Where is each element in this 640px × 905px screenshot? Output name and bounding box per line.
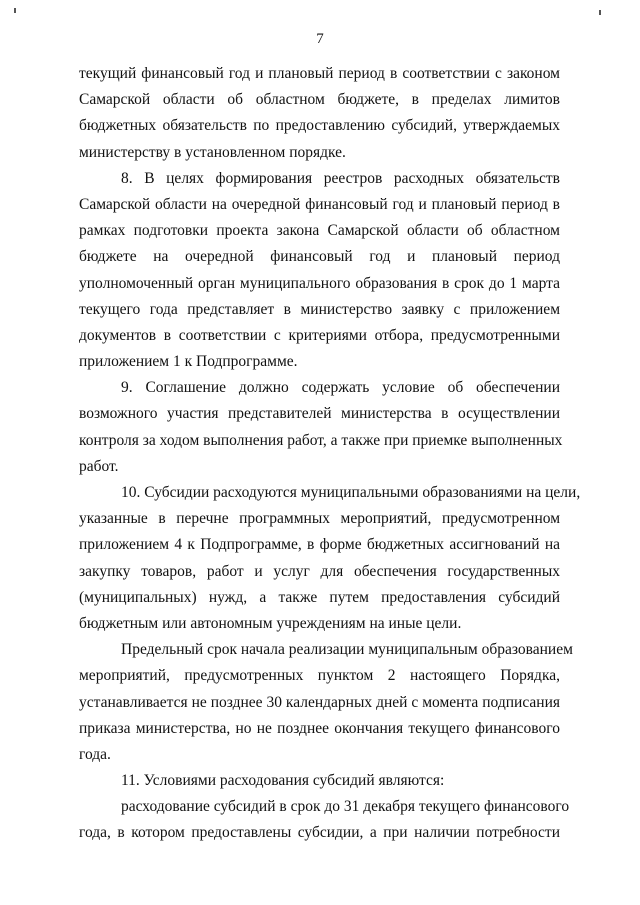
text-line: возможного участия представителей министерства в осуществлении: [79, 405, 560, 423]
text-line: года.: [79, 745, 111, 763]
text-line: 8. В целях формирования реестров расходных обязательств: [121, 169, 560, 187]
text-line: уполномоченный орган муниципального образования в срок до 1 марта: [79, 274, 560, 292]
text-line: бюджетных обязательств по предоставлению субсидий, утверждаемых: [79, 117, 560, 135]
text-line: Предельный срок начала реализации муниципальным образованием: [121, 641, 573, 659]
text-line: приказа министерства, но не позднее окончания текущего финансового: [79, 719, 560, 737]
text-line: документов в соответствии с критериями отбора, предусмотренными: [79, 326, 560, 344]
text-line: приложением 4 к Подпрограмме, в форме бюджетных ассигнований на: [79, 536, 560, 554]
text-line: министерству в установленном порядке.: [79, 143, 346, 161]
text-line: 11. Условиями расходования субсидий являются:: [121, 772, 445, 790]
text-line: бюджетным или автономным учреждениям на иные цели.: [79, 614, 462, 632]
document-body: [79, 61, 581, 847]
text-line: текущий финансовый год и плановый период в соответствии с законом: [79, 65, 560, 82]
text-line: текущего года представляет в министерство заявку с приложением: [79, 300, 560, 318]
text-line: (муниципальных) нужд, а также путем предоставления субсидий: [79, 588, 560, 606]
text-line: рамках подготовки проекта закона Самарской области об областном: [79, 222, 560, 240]
text-line: Самарской области на очередной финансовый год и плановый период в: [79, 195, 560, 213]
text-line: приложением 1 к Подпрограмме.: [79, 353, 298, 371]
text-line: Самарской области об областном бюджете, в пределах лимитов: [79, 91, 560, 109]
text-line: расходование субсидий в срок до 31 декабря текущего финансового: [121, 798, 570, 816]
text-line: указанные в перечне программных мероприятий, предусмотренном: [79, 510, 560, 528]
scan-mark: [14, 8, 16, 13]
text-line: закупку товаров, работ и услуг для обеспечения государственных: [79, 562, 560, 580]
text-line: года, в котором предоставлены субсидии, а при наличии потребности: [79, 824, 560, 842]
text-line: контроля за ходом выполнения работ, а также при приемке выполненных: [79, 431, 563, 449]
text-line: бюджете на очередной финансовый год и плановый период: [79, 248, 560, 266]
text-line: работ.: [79, 457, 119, 475]
text-line: 9. Соглашение должно содержать условие об обеспечении: [121, 379, 560, 397]
scan-mark: [599, 10, 601, 15]
text-line: 10. Субсидии расходуются муниципальными образованиями на цели,: [121, 484, 581, 501]
text-line: устанавливается не позднее 30 календарных дней с момента подписания: [79, 693, 560, 711]
page-number: 7: [316, 31, 324, 47]
text-line: мероприятий, предусмотренных пунктом 2 настоящего Порядка,: [79, 667, 560, 685]
